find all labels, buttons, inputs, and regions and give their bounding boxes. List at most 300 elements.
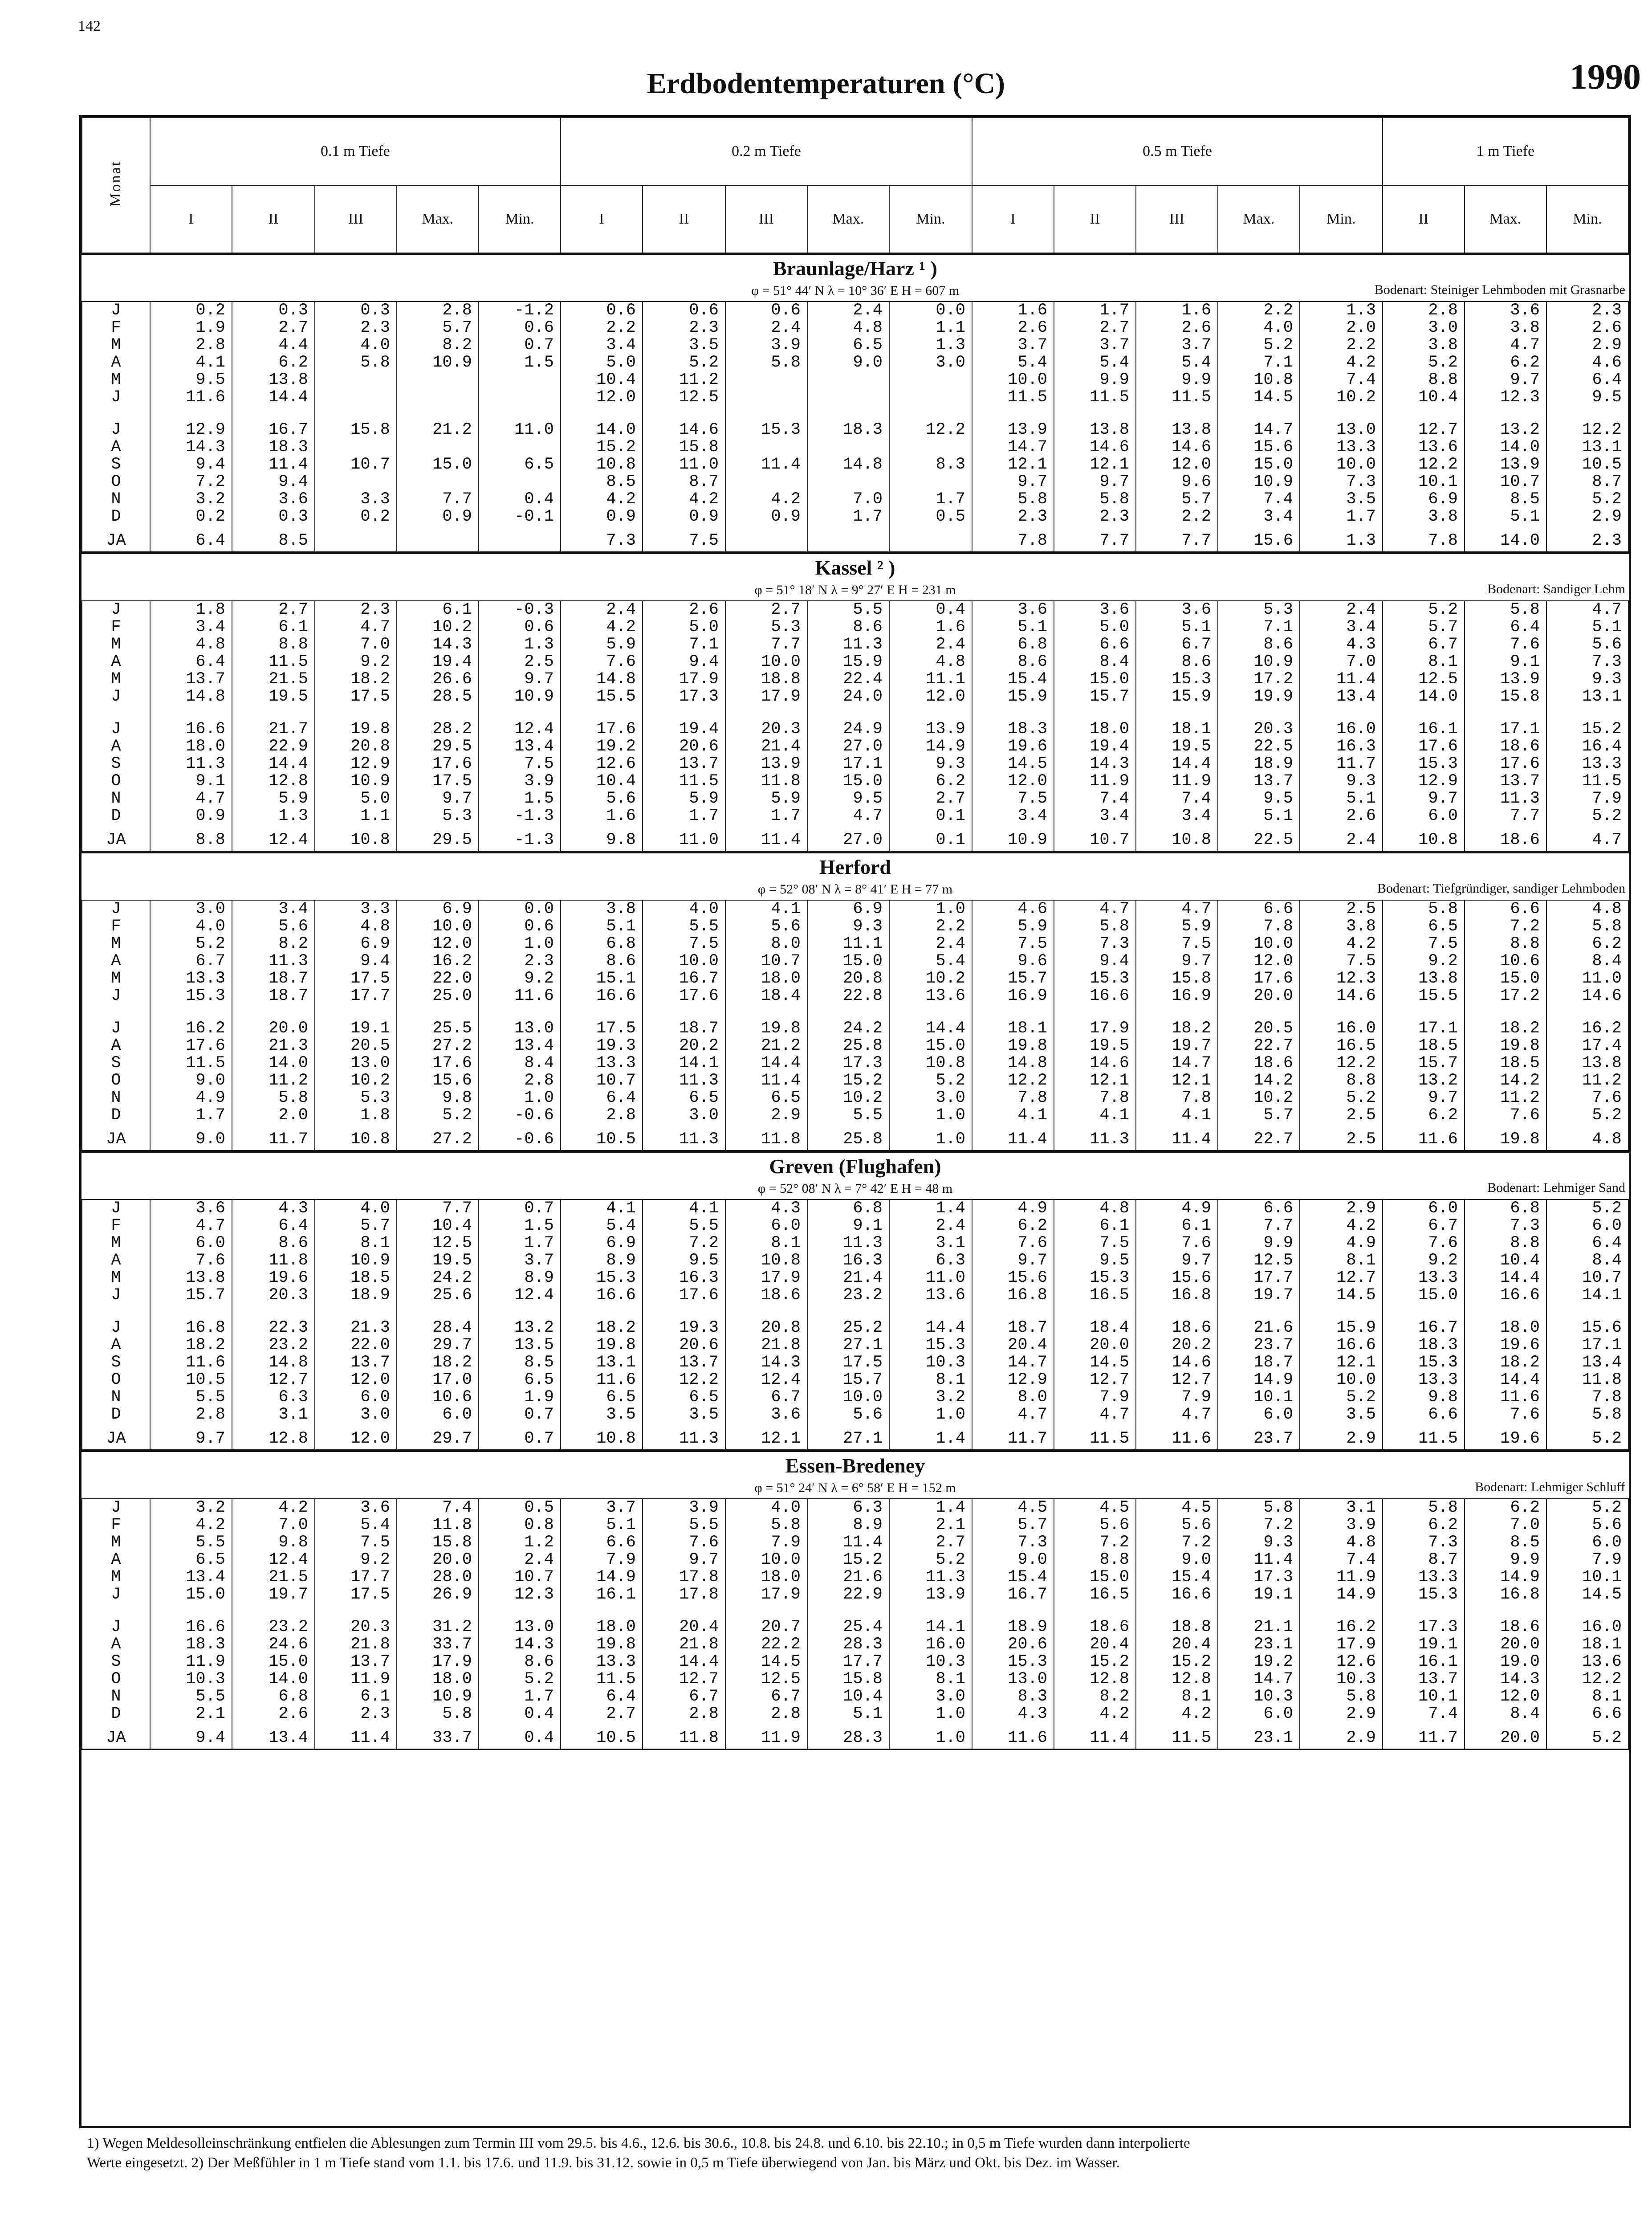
- temperature-cell: 17.9: [643, 671, 725, 688]
- month-label: M: [82, 1269, 150, 1287]
- temperature-cell: 10.9: [1218, 653, 1300, 671]
- temperature-cell: 6.7: [1136, 636, 1218, 653]
- temperature-cell: 14.2: [1218, 1072, 1300, 1089]
- temperature-cell: 11.5: [1136, 389, 1218, 406]
- temperature-cell: [725, 473, 807, 491]
- temperature-cell: 19.3: [643, 1319, 725, 1337]
- month-label: D: [82, 508, 150, 526]
- temperature-cell: 3.8: [1383, 337, 1465, 354]
- temperature-cell: 0.0: [889, 302, 972, 319]
- temperature-cell: 0.9: [643, 508, 725, 526]
- temperature-cell: 7.3: [1054, 935, 1136, 953]
- temperature-cell: 16.6: [1300, 1337, 1383, 1354]
- temperature-cell: 19.1: [1218, 1586, 1300, 1603]
- temperature-cell: 0.9: [150, 808, 232, 825]
- spacer-cell: [1383, 1603, 1465, 1619]
- month-row: [82, 1569, 1628, 1586]
- temperature-cell: 7.3: [1383, 1534, 1465, 1551]
- temperature-cell: 7.4: [1054, 790, 1136, 808]
- temperature-cell: 0.3: [232, 302, 315, 319]
- temperature-cell: 14.5: [1300, 1287, 1383, 1304]
- spacer-cell: [150, 1304, 232, 1319]
- temperature-cell: 5.8: [1383, 901, 1465, 918]
- temperature-cell: 13.9: [1465, 671, 1546, 688]
- month-label: A: [82, 738, 150, 755]
- temperature-cell: 14.7: [1136, 1055, 1218, 1072]
- month-row: [82, 1406, 1628, 1423]
- temperature-cell: 9.7: [1136, 1252, 1218, 1269]
- temperature-cell: 11.3: [1465, 790, 1546, 808]
- temperature-cell: 18.6: [725, 1287, 807, 1304]
- temperature-cell: 13.3: [1383, 1371, 1465, 1389]
- col-header: II: [1054, 185, 1136, 253]
- month-row: [82, 1217, 1628, 1235]
- temperature-cell: 5.4: [889, 953, 972, 970]
- temperature-cell: 13.9: [889, 1586, 972, 1603]
- temperature-cell: 13.3: [1383, 1269, 1465, 1287]
- temperature-cell: 7.7: [397, 491, 479, 508]
- temperature-cell: 6.6: [1218, 1200, 1300, 1217]
- spacer-cell: [1218, 406, 1300, 421]
- temperature-cell: 5.8: [725, 354, 807, 371]
- temperature-cell: 18.7: [972, 1319, 1054, 1337]
- temperature-cell: 0.6: [479, 918, 561, 935]
- temperature-cell: 19.4: [643, 721, 725, 738]
- spacer-cell: [1300, 1603, 1383, 1619]
- month-label: M: [82, 970, 150, 987]
- spacer-cell: [643, 706, 725, 721]
- temperature-cell: 5.4: [561, 1217, 643, 1235]
- temperature-cell: 28.3: [807, 1636, 889, 1653]
- spacer-cell: [150, 706, 232, 721]
- temperature-cell: 16.3: [1300, 738, 1383, 755]
- temperature-cell: 14.3: [725, 1354, 807, 1371]
- month-row: [82, 1020, 1628, 1037]
- temperature-cell: 11.8: [725, 1124, 807, 1150]
- temperature-cell: 16.5: [1054, 1287, 1136, 1304]
- temperature-cell: 22.7: [1218, 1037, 1300, 1055]
- temperature-cell: 6.9: [397, 901, 479, 918]
- temperature-cell: 3.5: [561, 1406, 643, 1423]
- temperature-cell: 10.2: [1300, 389, 1383, 406]
- temperature-cell: 22.2: [725, 1636, 807, 1653]
- temperature-cell: 8.7: [643, 473, 725, 491]
- temperature-cell: [479, 371, 561, 389]
- temperature-cell: 12.0: [561, 389, 643, 406]
- temperature-cell: 13.3: [561, 1055, 643, 1072]
- temperature-cell: 16.3: [807, 1252, 889, 1269]
- temperature-cell: 19.8: [1465, 1124, 1546, 1150]
- temperature-cell: 10.4: [1383, 389, 1465, 406]
- temperature-cell: 5.8: [1218, 1499, 1300, 1517]
- temperature-cell: 9.5: [150, 371, 232, 389]
- temperature-cell: 6.6: [1546, 1705, 1628, 1723]
- temperature-cell: 5.8: [397, 1705, 479, 1723]
- temperature-cell: 16.1: [1383, 1653, 1465, 1671]
- temperature-cell: 2.6: [643, 601, 725, 619]
- station-coordinates: φ = 51° 44′ N λ = 10° 36′ E H = 607 m: [751, 283, 960, 298]
- temperature-cell: 11.1: [807, 935, 889, 953]
- temperature-cell: 11.3: [232, 953, 315, 970]
- temperature-cell: 10.8: [1383, 825, 1465, 851]
- temperature-cell: 15.2: [1054, 1653, 1136, 1671]
- temperature-cell: 6.1: [315, 1688, 397, 1705]
- temperature-cell: 6.0: [397, 1406, 479, 1423]
- temperature-cell: 10.4: [397, 1217, 479, 1235]
- temperature-cell: 8.8: [1300, 1072, 1383, 1089]
- temperature-cell: 17.3: [807, 1055, 889, 1072]
- temperature-cell: 14.6: [1054, 439, 1136, 456]
- temperature-cell: 4.7: [1546, 601, 1628, 619]
- month-row: [82, 1200, 1628, 1217]
- temperature-cell: 5.2: [1546, 491, 1628, 508]
- temperature-cell: 9.0: [972, 1551, 1054, 1569]
- temperature-cell: 6.0: [1546, 1534, 1628, 1551]
- temperature-cell: 17.7: [315, 987, 397, 1005]
- spacer-cell: [315, 406, 397, 421]
- temperature-cell: 11.2: [1465, 1089, 1546, 1107]
- temperature-cell: 7.2: [1054, 1534, 1136, 1551]
- temperature-cell: 11.6: [150, 1354, 232, 1371]
- spacer-cell: [397, 1603, 479, 1619]
- temperature-cell: 4.2: [1136, 1705, 1218, 1723]
- temperature-cell: 11.5: [561, 1671, 643, 1688]
- temperature-cell: 7.4: [1300, 371, 1383, 389]
- soil-type: Bodenart: Steiniger Lehmboden mit Grasnarbe: [1374, 282, 1625, 297]
- temperature-cell: 13.0: [479, 1020, 561, 1037]
- temperature-cell: 16.9: [972, 987, 1054, 1005]
- temperature-cell: 14.0: [232, 1671, 315, 1688]
- temperature-cell: 5.8: [1054, 918, 1136, 935]
- month-label: N: [82, 1389, 150, 1406]
- temperature-cell: 15.2: [807, 1072, 889, 1089]
- temperature-cell: 17.5: [315, 688, 397, 706]
- temperature-cell: 14.6: [643, 421, 725, 439]
- temperature-cell: 4.7: [1054, 901, 1136, 918]
- temperature-cell: 13.7: [1383, 1671, 1465, 1688]
- temperature-cell: 11.3: [643, 1124, 725, 1150]
- temperature-cell: 4.8: [315, 918, 397, 935]
- temperature-cell: 28.2: [397, 721, 479, 738]
- col-header: III: [315, 185, 397, 253]
- temperature-cell: 8.1: [315, 1235, 397, 1252]
- temperature-cell: 6.2: [1383, 1517, 1465, 1534]
- temperature-cell: 0.4: [479, 1705, 561, 1723]
- temperature-cell: 5.6: [1546, 1517, 1628, 1534]
- temperature-cell: 18.9: [972, 1619, 1054, 1636]
- temperature-cell: 7.4: [1218, 491, 1300, 508]
- temperature-cell: 1.0: [479, 1089, 561, 1107]
- temperature-cell: 19.6: [1465, 1337, 1546, 1354]
- temperature-cell: 4.9: [1136, 1200, 1218, 1217]
- month-label: D: [82, 1406, 150, 1423]
- temperature-cell: 17.2: [1465, 987, 1546, 1005]
- temperature-cell: 14.4: [232, 755, 315, 773]
- temperature-cell: 14.5: [1218, 389, 1300, 406]
- temperature-cell: 13.1: [561, 1354, 643, 1371]
- spacer-cell: [1546, 1005, 1628, 1020]
- spacer-cell: [1546, 406, 1628, 421]
- temperature-cell: 3.9: [1300, 1517, 1383, 1534]
- temperature-cell: 1.6: [972, 302, 1054, 319]
- temperature-cell: 19.8: [1465, 1037, 1546, 1055]
- temperature-cell: 7.8: [1136, 1089, 1218, 1107]
- temperature-cell: 17.5: [561, 1020, 643, 1037]
- temperature-cell: 11.3: [807, 1235, 889, 1252]
- temperature-cell: 2.6: [972, 319, 1054, 337]
- temperature-cell: -0.6: [479, 1124, 561, 1150]
- temperature-cell: [889, 439, 972, 456]
- temperature-cell: 0.2: [150, 508, 232, 526]
- month-label: M: [82, 636, 150, 653]
- temperature-cell: 2.4: [889, 935, 972, 953]
- month-label: J: [82, 421, 150, 439]
- temperature-cell: 13.2: [1383, 1072, 1465, 1089]
- month-row: [82, 653, 1628, 671]
- month-label: JA: [82, 1423, 150, 1449]
- temperature-cell: 7.0: [1465, 1517, 1546, 1534]
- temperature-cell: 11.4: [1300, 671, 1383, 688]
- month-label: A: [82, 1337, 150, 1354]
- spacer-cell: [1300, 1304, 1383, 1319]
- temperature-cell: 11.4: [232, 456, 315, 473]
- temperature-cell: 10.7: [1546, 1269, 1628, 1287]
- spacer-row: [82, 1005, 1628, 1020]
- month-label: O: [82, 1371, 150, 1389]
- temperature-cell: 8.8: [1054, 1551, 1136, 1569]
- temperature-cell: 17.5: [315, 970, 397, 987]
- temperature-cell: 6.5: [643, 1089, 725, 1107]
- temperature-cell: 12.2: [1300, 1055, 1383, 1072]
- temperature-cell: 18.5: [1465, 1055, 1546, 1072]
- temperature-cell: 8.8: [1465, 935, 1546, 953]
- temperature-cell: 9.6: [972, 953, 1054, 970]
- temperature-cell: 4.8: [1300, 1534, 1383, 1551]
- annual-row: [82, 825, 1628, 851]
- temperature-cell: 18.3: [150, 1636, 232, 1653]
- temperature-cell: 12.2: [1546, 421, 1628, 439]
- temperature-cell: 7.8: [972, 526, 1054, 551]
- temperature-cell: 4.4: [232, 337, 315, 354]
- col-header: I: [972, 185, 1054, 253]
- temperature-cell: [807, 473, 889, 491]
- temperature-cell: 16.7: [972, 1586, 1054, 1603]
- temperature-cell: 5.5: [150, 1389, 232, 1406]
- station-name: Greven (Flughafen): [81, 1151, 1629, 1179]
- temperature-cell: 1.5: [479, 790, 561, 808]
- temperature-cell: 18.2: [315, 671, 397, 688]
- temperature-cell: 21.4: [807, 1269, 889, 1287]
- temperature-cell: 28.3: [807, 1723, 889, 1749]
- temperature-cell: 2.8: [725, 1705, 807, 1723]
- temperature-cell: 13.3: [1383, 1569, 1465, 1586]
- month-label: N: [82, 491, 150, 508]
- temperature-cell: 11.5: [972, 389, 1054, 406]
- temperature-cell: 1.9: [150, 319, 232, 337]
- spacer-cell: [561, 1005, 643, 1020]
- temperature-cell: 2.5: [1300, 901, 1383, 918]
- temperature-cell: 16.3: [643, 1269, 725, 1287]
- temperature-cell: 7.0: [232, 1517, 315, 1534]
- temperature-cell: 4.2: [232, 1499, 315, 1517]
- temperature-cell: 12.9: [150, 421, 232, 439]
- temperature-cell: 18.1: [972, 1020, 1054, 1037]
- temperature-cell: 17.1: [807, 755, 889, 773]
- temperature-cell: 10.8: [561, 456, 643, 473]
- month-label: A: [82, 1252, 150, 1269]
- temperature-cell: 4.2: [561, 491, 643, 508]
- temperature-cell: 1.5: [479, 354, 561, 371]
- month-row: [82, 619, 1628, 636]
- station-coordinates-row: [81, 1179, 1629, 1200]
- temperature-cell: 16.6: [1465, 1287, 1546, 1304]
- data-table-frame: [79, 115, 1631, 2128]
- spacer-cell: [82, 1603, 150, 1619]
- temperature-cell: 10.9: [315, 773, 397, 790]
- temperature-cell: 10.0: [643, 953, 725, 970]
- temperature-cell: 8.9: [479, 1269, 561, 1287]
- temperature-cell: 10.9: [397, 1688, 479, 1705]
- temperature-cell: 9.2: [1383, 1252, 1465, 1269]
- temperature-cell: 16.6: [561, 987, 643, 1005]
- temperature-cell: 11.5: [150, 1055, 232, 1072]
- temperature-cell: 2.4: [1300, 825, 1383, 851]
- temperature-cell: 6.0: [1218, 1705, 1300, 1723]
- temperature-cell: 17.8: [643, 1569, 725, 1586]
- temperature-cell: 3.3: [315, 491, 397, 508]
- temperature-cell: 13.9: [725, 755, 807, 773]
- temperature-cell: 16.2: [1300, 1619, 1383, 1636]
- temperature-cell: 1.5: [479, 1217, 561, 1235]
- temperature-cell: 14.6: [1136, 1354, 1218, 1371]
- temperature-cell: 7.2: [1136, 1534, 1218, 1551]
- temperature-cell: 15.3: [1383, 755, 1465, 773]
- temperature-cell: 3.4: [1300, 619, 1383, 636]
- annual-row: [82, 1423, 1628, 1449]
- temperature-cell: 16.7: [1383, 1319, 1465, 1337]
- temperature-cell: 17.6: [150, 1037, 232, 1055]
- temperature-cell: 15.4: [972, 1569, 1054, 1586]
- spacer-cell: [479, 1304, 561, 1319]
- temperature-cell: 3.5: [643, 337, 725, 354]
- temperature-cell: 8.1: [1136, 1688, 1218, 1705]
- temperature-cell: 5.8: [1300, 1688, 1383, 1705]
- temperature-cell: 18.9: [1218, 755, 1300, 773]
- temperature-cell: 14.0: [1465, 526, 1546, 551]
- month-label: M: [82, 1534, 150, 1551]
- temperature-cell: 14.4: [889, 1020, 972, 1037]
- temperature-cell: 2.6: [1300, 808, 1383, 825]
- temperature-cell: 21.3: [232, 1037, 315, 1055]
- temperature-cell: 5.8: [1546, 1406, 1628, 1423]
- spacer-cell: [1383, 1304, 1465, 1319]
- temperature-cell: [725, 439, 807, 456]
- temperature-cell: 21.7: [232, 721, 315, 738]
- temperature-cell: [315, 389, 397, 406]
- temperature-cell: 8.5: [232, 526, 315, 551]
- temperature-cell: 18.2: [397, 1354, 479, 1371]
- temperature-cell: 2.6: [232, 1705, 315, 1723]
- temperature-cell: 11.5: [643, 773, 725, 790]
- temperature-cell: 1.1: [889, 319, 972, 337]
- month-label: J: [82, 721, 150, 738]
- temperature-cell: 29.7: [397, 1423, 479, 1449]
- temperature-cell: 2.8: [150, 1406, 232, 1423]
- month-label: J: [82, 1200, 150, 1217]
- month-label: JA: [82, 825, 150, 851]
- temperature-cell: 5.2: [1383, 601, 1465, 619]
- temperature-cell: 0.4: [889, 601, 972, 619]
- temperature-cell: 18.0: [725, 970, 807, 987]
- temperature-cell: 2.9: [1300, 1423, 1383, 1449]
- temperature-cell: 17.3: [643, 688, 725, 706]
- temperature-cell: 11.4: [1218, 1551, 1300, 1569]
- temperature-cell: [397, 371, 479, 389]
- temperature-cell: 7.5: [972, 935, 1054, 953]
- temperature-cell: 10.0: [972, 371, 1054, 389]
- temperature-cell: 11.7: [1383, 1723, 1465, 1749]
- temperature-cell: 5.9: [972, 918, 1054, 935]
- temperature-cell: 17.6: [643, 1287, 725, 1304]
- temperature-cell: -1.3: [479, 808, 561, 825]
- temperature-cell: 3.6: [150, 1200, 232, 1217]
- temperature-cell: 2.3: [315, 319, 397, 337]
- temperature-cell: 4.2: [150, 1517, 232, 1534]
- temperature-cell: 12.6: [1300, 1653, 1383, 1671]
- temperature-cell: 9.0: [1136, 1551, 1218, 1569]
- temperature-cell: 15.3: [1136, 671, 1218, 688]
- temperature-cell: 0.9: [397, 508, 479, 526]
- temperature-cell: 6.4: [1546, 371, 1628, 389]
- temperature-cell: 18.6: [1465, 825, 1546, 851]
- temperature-cell: 18.7: [232, 987, 315, 1005]
- temperature-cell: 16.6: [150, 1619, 232, 1636]
- temperature-cell: 7.4: [397, 1499, 479, 1517]
- temperature-cell: 5.5: [807, 1107, 889, 1124]
- temperature-cell: 2.2: [1300, 337, 1383, 354]
- temperature-cell: 3.8: [1300, 918, 1383, 935]
- month-row: [82, 1534, 1628, 1551]
- temperature-cell: 6.2: [232, 354, 315, 371]
- depth-header-0.2m: 0.2 m Tiefe: [561, 118, 972, 185]
- temperature-cell: 1.4: [889, 1499, 972, 1517]
- month-label: O: [82, 1072, 150, 1089]
- temperature-cell: 2.3: [1546, 302, 1628, 319]
- month-label: J: [82, 1287, 150, 1304]
- month-row: [82, 1055, 1628, 1072]
- temperature-cell: 4.9: [150, 1089, 232, 1107]
- temperature-cell: 1.9: [479, 1389, 561, 1406]
- temperature-cell: 10.4: [561, 773, 643, 790]
- temperature-cell: 0.7: [479, 1406, 561, 1423]
- temperature-cell: 2.3: [1546, 526, 1628, 551]
- temperature-cell: 6.6: [561, 1534, 643, 1551]
- temperature-cell: 15.5: [561, 688, 643, 706]
- temperature-cell: 14.9: [889, 738, 972, 755]
- station-block: [81, 852, 1629, 1151]
- temperature-cell: 10.2: [397, 619, 479, 636]
- temperature-cell: 11.3: [807, 636, 889, 653]
- temperature-cell: 2.9: [1546, 337, 1628, 354]
- month-label: A: [82, 1636, 150, 1653]
- month-label: S: [82, 456, 150, 473]
- col-header: III: [725, 185, 807, 253]
- temperature-cell: 4.7: [150, 790, 232, 808]
- temperature-cell: 21.3: [315, 1319, 397, 1337]
- month-row: [82, 1107, 1628, 1124]
- temperature-cell: 6.2: [1383, 1107, 1465, 1124]
- temperature-cell: 5.2: [397, 1107, 479, 1124]
